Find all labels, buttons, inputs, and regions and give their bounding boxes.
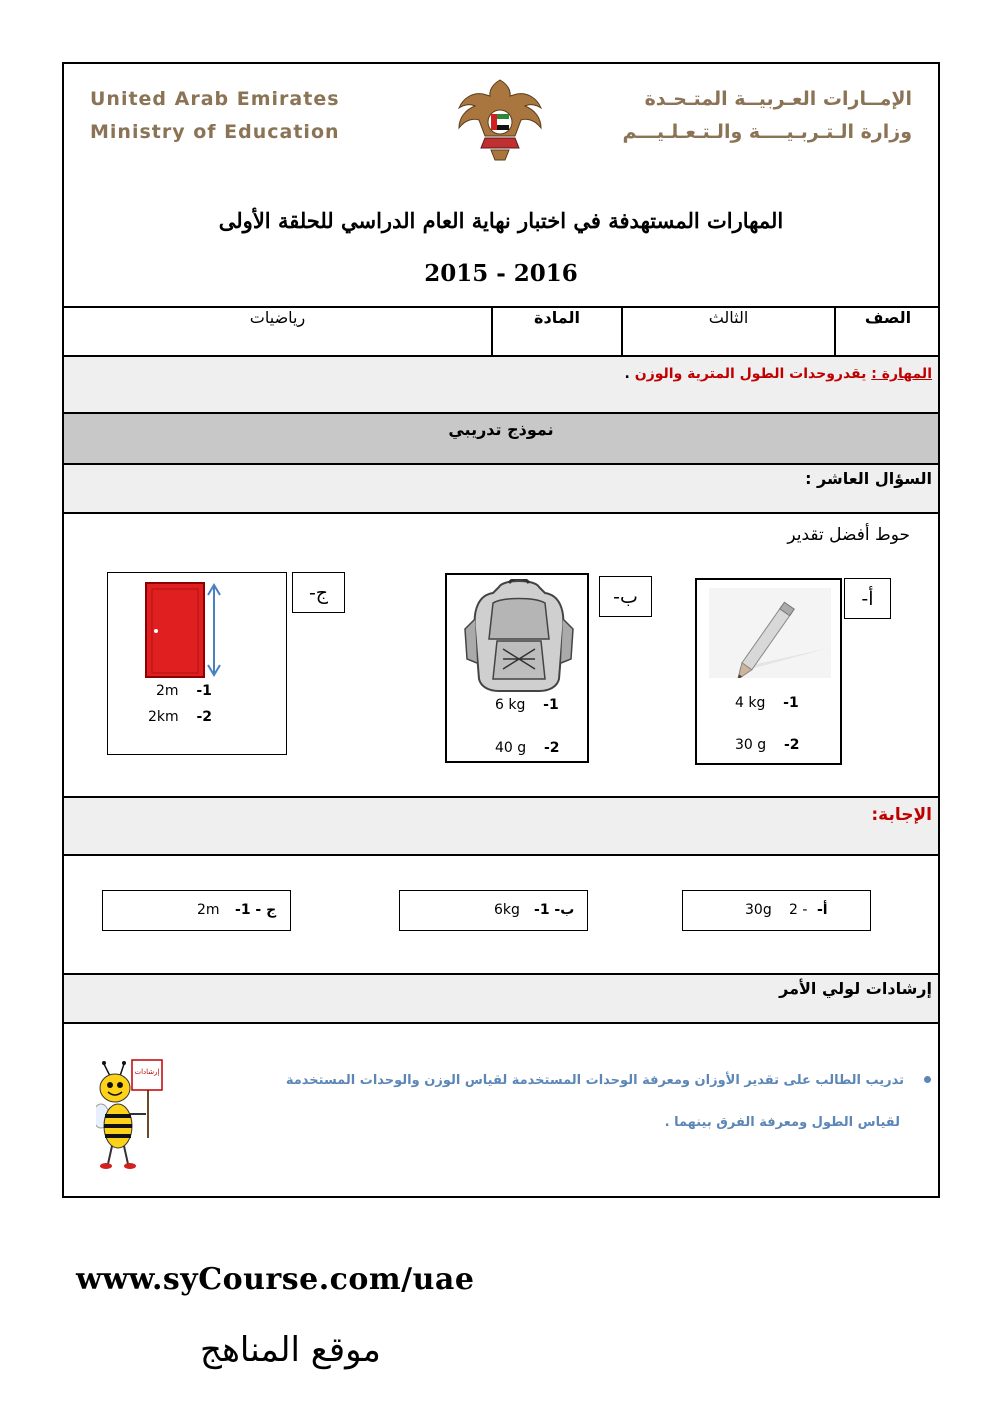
- item-letter-a: أ-: [844, 578, 891, 619]
- logo-ar-line1: الإمــارات العـربيــة المتـحـدة: [644, 88, 912, 110]
- answer-c-value: 2m: [197, 902, 220, 918]
- subject-value: رياضيات: [249, 308, 306, 327]
- guidance-line-1: تدريب الطالب على تقدير الأوزان ومعرفة الوحدات المستخدمة لقياس الوزن والوحدات المستخدمة: [285, 1073, 904, 1088]
- answer-c-prefix: ج - 1-: [235, 902, 277, 918]
- answer-row: [64, 798, 938, 854]
- divider: [62, 512, 940, 514]
- item-a-option-2[interactable]: [735, 737, 800, 753]
- option-value: 6 kg: [495, 697, 526, 713]
- item-b-option-1[interactable]: [495, 697, 559, 713]
- answer-a-value: 30g: [745, 902, 772, 918]
- item-letter-b: ب-: [599, 576, 652, 617]
- footer-site-name: موقع المناهج: [200, 1330, 381, 1370]
- option-value: 2m: [156, 683, 179, 699]
- item-card-a: [695, 578, 842, 765]
- bee-mascot: [96, 1058, 166, 1176]
- subject-label: المادة: [534, 308, 580, 327]
- answer-box-b: [399, 890, 588, 931]
- guidance-title: إرشادات لولي الأمر: [779, 979, 932, 998]
- uae-emblem-icon: [455, 74, 545, 164]
- instruction-text: حوط أفضل تقدير: [787, 525, 910, 545]
- answer-box-c: [102, 890, 291, 931]
- answer-box-a: [682, 890, 871, 931]
- guidance-line-2: لقياس الطول ومعرفة الفرق بينهما .: [664, 1115, 900, 1130]
- option-number: -1: [543, 697, 559, 713]
- logo-ar-line2: وزارة الـتـربـيــــة والـتـعـلـيـــم: [622, 121, 912, 143]
- option-value: 30 g: [735, 737, 767, 753]
- skill-label: المهارة :: [871, 366, 932, 382]
- bullet-icon: [924, 1076, 931, 1083]
- answer-a-number: 2 -: [789, 902, 808, 918]
- logo-en-line1: United Arab Emirates: [90, 88, 340, 110]
- logo-en-line2: Ministry of Education: [90, 121, 340, 143]
- answer-b-value: 6kg: [494, 902, 520, 918]
- sample-title: نموذج تدريبي: [448, 420, 554, 439]
- skill-text: يقدروحدات الطول المترية والوزن: [634, 366, 872, 382]
- option-value: 40 g: [495, 740, 527, 756]
- answer-title: الإجابة:: [871, 805, 932, 825]
- school-year: 2015 - 2016: [424, 260, 578, 287]
- footer-url[interactable]: www.syCourse.com/uae: [76, 1262, 475, 1297]
- item-c-option-1[interactable]: [156, 683, 212, 699]
- option-value: 2km: [148, 709, 179, 725]
- option-number: -2: [196, 709, 213, 725]
- item-a-option-1[interactable]: [735, 695, 799, 711]
- item-c-option-2[interactable]: [148, 709, 212, 725]
- page-title: المهارات المستهدفة في اختبار نهاية العام الدراسي للحلقة الأولى: [218, 208, 784, 233]
- item-letter-c: ج-: [292, 572, 345, 613]
- item-card-b: [445, 573, 589, 763]
- answer-a-prefix: أ-: [817, 902, 828, 918]
- bee-sign-text: إرشادات: [134, 1068, 160, 1076]
- item-b-option-2[interactable]: [495, 740, 560, 756]
- answer-b-prefix: ب- 1-: [534, 902, 575, 918]
- backpack-icon: [463, 579, 575, 695]
- option-number: -1: [196, 683, 212, 699]
- item-card-c: [107, 572, 287, 755]
- option-value: 4 kg: [735, 695, 766, 711]
- option-number: -1: [783, 695, 799, 711]
- divider: [62, 1022, 940, 1024]
- divider: [62, 854, 940, 856]
- question-title: السؤال العاشر :: [805, 469, 932, 488]
- option-number: -2: [783, 737, 800, 753]
- pencil-icon: [709, 588, 831, 678]
- grade-value: الثالث: [708, 308, 749, 327]
- door-icon: [144, 581, 224, 679]
- option-number: -2: [543, 740, 560, 756]
- skill-statement: [625, 366, 932, 382]
- grade-label: الصف: [864, 308, 912, 327]
- skill-end: .: [624, 366, 635, 382]
